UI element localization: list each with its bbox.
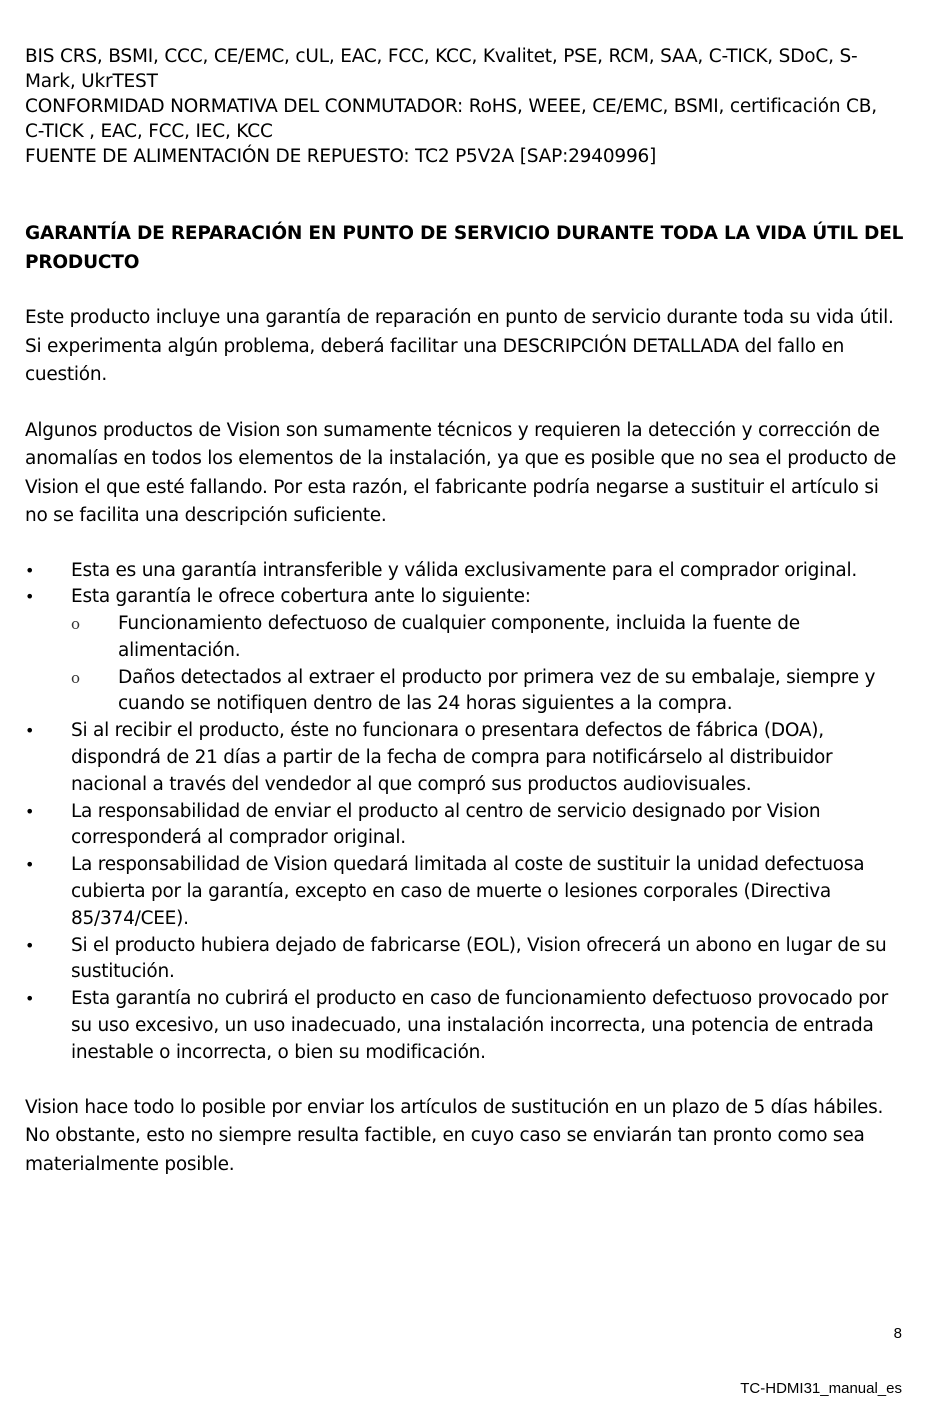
list-item-text: Si al recibir el producto, éste no funcionara o presentara defectos de fábrica (DOA), dispondrá de 21 días a partir de la fecha de compra para notificárselo al distribuidor nacional a través del vendedor al que compró sus productos audiovisuales. bbox=[71, 720, 833, 795]
list-item bbox=[25, 799, 905, 853]
bullet-icon: • bbox=[25, 855, 35, 875]
list-item-text: Esta es una garantía intransferible y válida exclusivamente para el comprador original. bbox=[71, 559, 858, 581]
sub-list-container bbox=[25, 611, 905, 718]
bullet-icon: • bbox=[25, 587, 35, 607]
bullet-icon: • bbox=[25, 989, 35, 1009]
list-item bbox=[25, 986, 905, 1066]
switch-compliance-line: C-TICK , EAC, FCC, IEC, KCC bbox=[25, 121, 273, 142]
list-item-text: Esta garantía le ofrece cobertura ante lo siguiente: bbox=[71, 586, 531, 608]
bullet-icon: • bbox=[25, 560, 35, 580]
coverage-sub-list bbox=[25, 611, 905, 718]
list-item bbox=[25, 933, 905, 987]
list-item bbox=[25, 852, 905, 932]
list-item bbox=[25, 584, 905, 611]
warranty-terms-list bbox=[25, 558, 905, 1067]
switch-compliance-line: CONFORMIDAD NORMATIVA DEL CONMUTADOR: RoHS, WEEE, CE/EMC, BSMI, certificación CB, bbox=[25, 96, 877, 117]
certifications-line: Mark, UkrTEST bbox=[25, 71, 158, 92]
sub-list-item-text: Funcionamiento defectuoso de cualquier componente, incluida la fuente de alimentación. bbox=[118, 613, 800, 661]
warranty-heading: GARANTÍA DE REPARACIÓN EN PUNTO DE SERVICIO DURANTE TODA LA VIDA ÚTIL DEL PRODUCTO bbox=[25, 223, 904, 273]
bullet-icon: • bbox=[25, 721, 35, 741]
list-item-text: La responsabilidad de Vision quedará limitada al coste de sustituir la unidad defectuosa cubierta por la garantía, excepto en caso de muerte o lesiones corporales (Directiva 85/374/CEE). bbox=[71, 854, 865, 929]
warranty-intro-paragraph: Este producto incluye una garantía de reparación en punto de servicio durante toda su vida útil. Si experimenta algún problema, deberá facilitar una DESCRIPCIÓN DETALLADA del fallo en cuestión. bbox=[25, 307, 894, 385]
bullet-icon: • bbox=[25, 801, 35, 821]
sub-list-item-text: Daños detectados al extraer el producto por primera vez de su embalaje, siempre y cuando se notifiquen dentro de las 24 horas siguientes a la compra. bbox=[118, 666, 876, 715]
replacement-psu-line: FUENTE DE ALIMENTACIÓN DE REPUESTO: TC2 P5V2A [SAP:2940996] bbox=[25, 146, 657, 167]
sub-bullet-icon: o bbox=[71, 668, 80, 687]
sub-bullet-icon: o bbox=[71, 615, 80, 634]
sub-list-item bbox=[25, 611, 905, 665]
replacement-closing-paragraph: Vision hace todo lo posible por enviar los artículos de sustitución en un plazo de 5 días hábiles. No obstante, esto no siempre resulta factible, en cuyo caso se enviarán tan pronto como sea materialmente posible. bbox=[25, 1096, 884, 1175]
document-page bbox=[25, 44, 905, 1179]
list-item-text: La responsabilidad de enviar el producto al centro de servicio designado por Vision corresponderá al comprador original. bbox=[71, 800, 821, 849]
certifications-block bbox=[25, 44, 905, 169]
bullet-icon: • bbox=[25, 935, 35, 955]
list-item bbox=[25, 718, 905, 798]
list-item-text: Si el producto hubiera dejado de fabricarse (EOL), Vision ofrecerá un abono en lugar de su sustitución. bbox=[71, 934, 887, 983]
list-item-text: Esta garantía no cubrirá el producto en caso de funcionamiento defectuoso provocado por su uso excesivo, un uso inadecuado, una instalación incorrecta, una potencia de entrada inestable o incorrecta, o bien su modificación. bbox=[71, 988, 888, 1063]
document-footer: TC-HDMI31_manual_es bbox=[740, 1380, 902, 1397]
page-number: 8 bbox=[893, 1325, 902, 1342]
sub-list-item bbox=[25, 665, 905, 719]
warranty-technical-paragraph: Algunos productos de Vision son sumamente técnicos y requieren la detección y corrección de anomalías en todos los elementos de la instalación, ya que es posible que no sea el producto de Vision el que esté fallando. Por esta razón, el fabricante podría negarse a sustituir el artículo si no se facilita una descripción suficiente. bbox=[25, 419, 896, 526]
list-item bbox=[25, 558, 905, 585]
certifications-line: BIS CRS, BSMI, CCC, CE/EMC, cUL, EAC, FCC, KCC, Kvalitet, PSE, RCM, SAA, C-TICK, SDoC, S- bbox=[25, 46, 858, 67]
